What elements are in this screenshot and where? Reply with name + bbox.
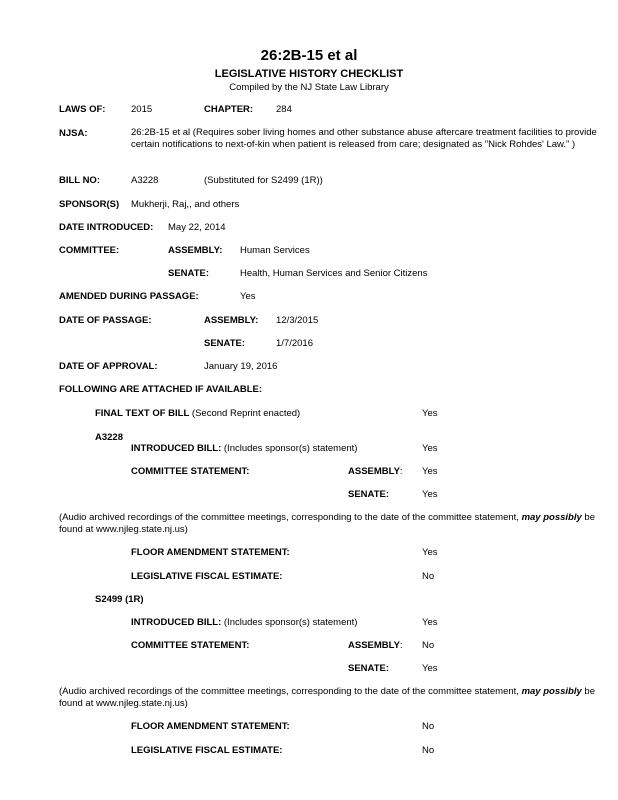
committee-assembly-value: Human Services <box>240 245 310 256</box>
passage-senate-value: 1/7/2016 <box>276 338 313 349</box>
a3228-senate-label: SENATE: <box>348 489 389 500</box>
sponsor-value: Mukherji, Raj,, and others <box>131 199 240 210</box>
a3228-assembly-label: ASSEMBLY <box>348 466 400 477</box>
laws-of-value: 2015 <box>131 104 153 115</box>
committee-label: COMMITTEE: <box>59 245 120 256</box>
a3228-fiscal-label: LEGISLATIVE FISCAL ESTIMATE: <box>131 571 283 582</box>
a3228-floor-label: FLOOR AMENDMENT STATEMENT: <box>131 547 290 558</box>
s2499-floor-value: No <box>422 721 435 732</box>
s2499-introduced-value: Yes <box>422 617 438 628</box>
bill-no-value: A3228 <box>131 175 159 186</box>
a3228-introduced-note: (Includes sponsor(s) statement) <box>221 443 358 454</box>
a3228-introduced-row <box>131 443 357 454</box>
a3228-floor-value: Yes <box>422 547 438 558</box>
s2499-assembly-row <box>348 640 403 651</box>
attached-heading: FOLLOWING ARE ATTACHED IF AVAILABLE: <box>59 384 262 395</box>
passage-senate-label: SENATE: <box>204 338 245 349</box>
s2499-floor-label: FLOOR AMENDMENT STATEMENT: <box>131 721 290 732</box>
a3228-audio-note: (Audio archived recordings of the committee meetings, corresponding to the date of the committee statement, may possibly be found at www.njleg.state.nj.us) <box>59 512 595 535</box>
s2499-fiscal-label: LEGISLATIVE FISCAL ESTIMATE: <box>131 745 283 756</box>
date-of-approval-value: January 19, 2016 <box>204 361 278 372</box>
amended-value: Yes <box>240 291 256 302</box>
a3228-introduced-label: INTRODUCED BILL: <box>131 443 222 454</box>
amended-label: AMENDED DURING PASSAGE: <box>59 291 199 302</box>
date-of-approval-label: DATE OF APPROVAL: <box>59 361 158 372</box>
s2499-committee-label: COMMITTEE STATEMENT: <box>131 640 250 651</box>
chapter-value: 284 <box>276 104 292 115</box>
a3228-introduced-value: Yes <box>422 443 438 454</box>
s2499-assembly-colon: : <box>399 640 403 651</box>
page-title: 26:2B-15 et al <box>260 47 358 64</box>
a3228-assembly-value: Yes <box>422 466 438 477</box>
date-introduced-value: May 22, 2014 <box>168 222 226 233</box>
committee-assembly-label: ASSEMBLY: <box>168 245 223 256</box>
final-text-note: (Second Reprint enacted) <box>189 408 301 419</box>
s2499-introduced-label: INTRODUCED BILL: <box>131 617 222 628</box>
chapter-label: CHAPTER: <box>204 104 254 115</box>
passage-assembly-label: ASSEMBLY: <box>204 315 259 326</box>
s2499-senate-value: Yes <box>422 663 438 674</box>
a3228-committee-label: COMMITTEE STATEMENT: <box>131 466 250 477</box>
njsa-value: 26:2B-15 et al (Requires sober living homes and other substance abuse aftercare treatment facilities to provide certain notifications to next-of-kin when patient is released from care; designated as "Nick Rohdes' Law." ) <box>131 127 597 150</box>
a3228-heading: A3228 <box>95 432 123 443</box>
s2499-assembly-value: No <box>422 640 435 651</box>
bill-substituted: (Substituted for S2499 (1R)) <box>204 175 323 186</box>
laws-of-label: LAWS OF: <box>59 104 106 115</box>
committee-senate-value: Health, Human Services and Senior Citizens <box>240 268 428 279</box>
a3228-senate-value: Yes <box>422 489 438 500</box>
a3228-assembly-colon: : <box>399 466 403 477</box>
compiled-by: Compiled by the NJ State Law Library <box>229 82 389 93</box>
passage-assembly-value: 12/3/2015 <box>276 315 319 326</box>
s2499-fiscal-value: No <box>422 745 435 756</box>
s2499-audio-note: (Audio archived recordings of the committee meetings, corresponding to the date of the committee statement, may possibly be found at www.njleg.state.nj.us) <box>59 686 595 709</box>
s2499-heading: S2499 (1R) <box>95 594 144 605</box>
committee-senate-label: SENATE: <box>168 268 209 279</box>
njsa-label: NJSA: <box>59 128 88 139</box>
page-subtitle: LEGISLATIVE HISTORY CHECKLIST <box>214 68 404 80</box>
s2499-assembly-label: ASSEMBLY <box>348 640 400 651</box>
final-text-value: Yes <box>422 408 438 419</box>
s2499-introduced-note: (Includes sponsor(s) statement) <box>221 617 358 628</box>
sponsor-label: SPONSOR(S) <box>59 199 120 210</box>
date-introduced-label: DATE INTRODUCED: <box>59 222 154 233</box>
bill-no-label: BILL NO: <box>59 175 100 186</box>
final-text-label: FINAL TEXT OF BILL <box>95 408 190 419</box>
s2499-senate-label: SENATE: <box>348 663 389 674</box>
a3228-fiscal-value: No <box>422 571 435 582</box>
date-of-passage-label: DATE OF PASSAGE: <box>59 315 152 326</box>
a3228-assembly-row <box>348 466 403 477</box>
final-text-row <box>95 408 300 419</box>
s2499-introduced-row <box>131 617 357 628</box>
